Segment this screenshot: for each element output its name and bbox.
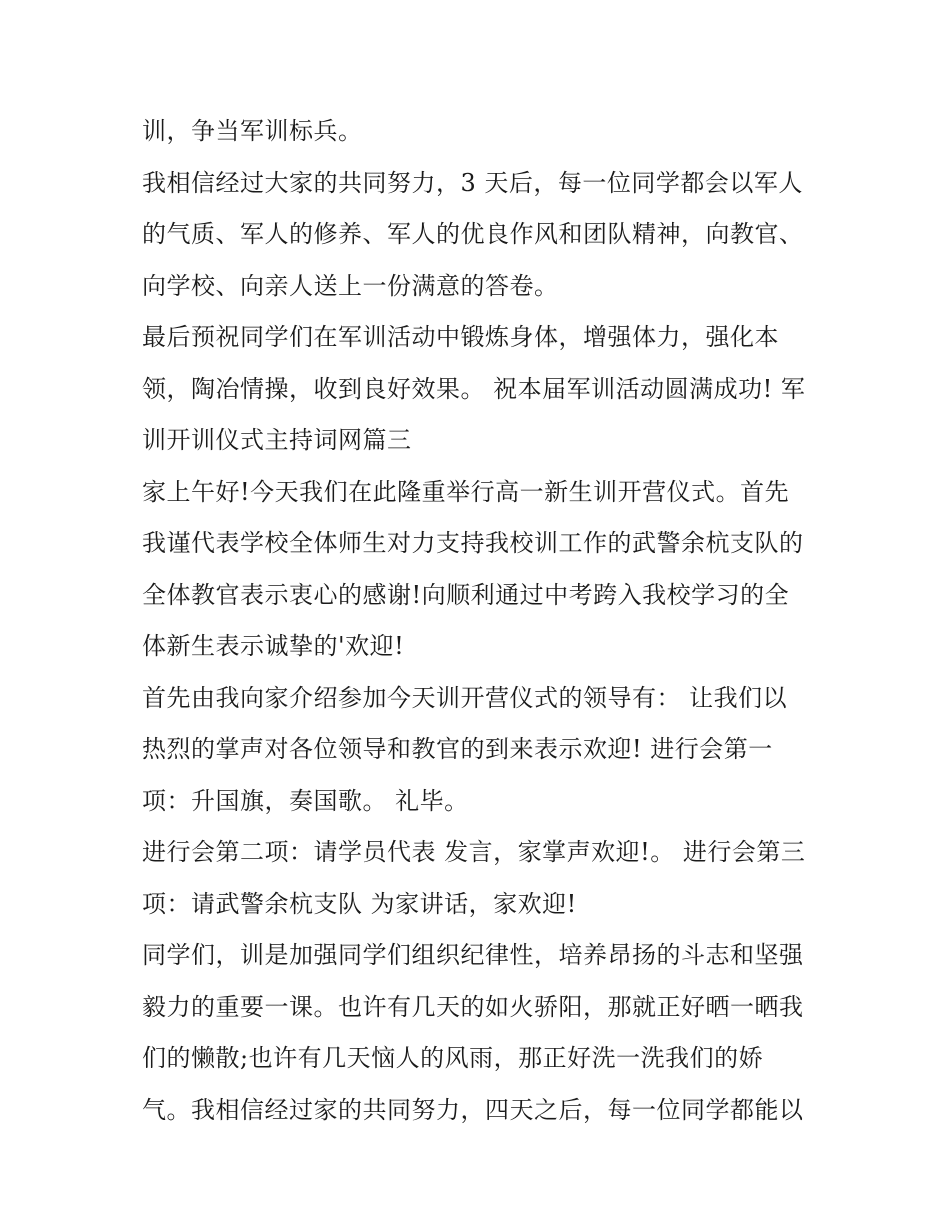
- text-line: 的气质、军人的修养、军人的优良作风和团队精神，向教官、: [142, 220, 804, 248]
- body-text: [142, 106, 832, 1136]
- text-line: 全体教官表示衷心的感谢!向顺利通过中考跨入我校学习的全: [142, 580, 790, 609]
- text-line: 首先由我向家介绍参加今天训开营仪式的领导有： 让我们以: [142, 683, 788, 712]
- text-line: 们的懒散;也许有几天恼人的风雨，那正好洗一洗我们的娇: [142, 1044, 764, 1072]
- text-line: 项：请武警余杭支队 为家讲话，家欢迎!: [142, 889, 577, 918]
- text-line: 家上午好!今天我们在此隆重举行高一新生训开营仪式。首先: [142, 477, 790, 506]
- text-line: 我相信经过大家的共同努力，3 天后，每一位同学都会以军人: [142, 168, 803, 197]
- text-line: 最后预祝同学们在军训活动中锻炼身体，增强体力，强化本: [142, 323, 779, 351]
- text-line: 气。我相信经过家的共同努力，四天之后，每一位同学都能以: [142, 1095, 804, 1124]
- text-line: 毅力的重要一课。也许有几天的如火骄阳，那就正好晒一晒我: [142, 992, 804, 1021]
- text-line: 领，陶冶情操，收到良好效果。 祝本届军训活动圆满成功! 军: [142, 374, 806, 403]
- text-line: 训，争当军训标兵。: [142, 117, 363, 145]
- text-line: 向学校、向亲人送上一份满意的答卷。: [142, 271, 559, 300]
- text-line: 同学们，训是加强同学们组织纪律性，培养昂扬的斗志和坚强: [142, 941, 804, 969]
- text-line: 训开训仪式主持词网篇三: [142, 426, 412, 454]
- text-line: 热烈的掌声对各位领导和教官的到来表示欢迎! 进行会第一: [142, 735, 773, 763]
- text-line: 体新生表示诚挚的'欢迎!: [142, 632, 405, 660]
- text-line: 项：升国旗，奏国歌。 礼毕。: [142, 786, 469, 815]
- text-line: 进行会第二项：请学员代表 发言，家掌声欢迎!。 进行会第三: [142, 838, 806, 866]
- text-line: 我谨代表学校全体师生对力支持我校训工作的武警余杭支队的: [142, 529, 804, 557]
